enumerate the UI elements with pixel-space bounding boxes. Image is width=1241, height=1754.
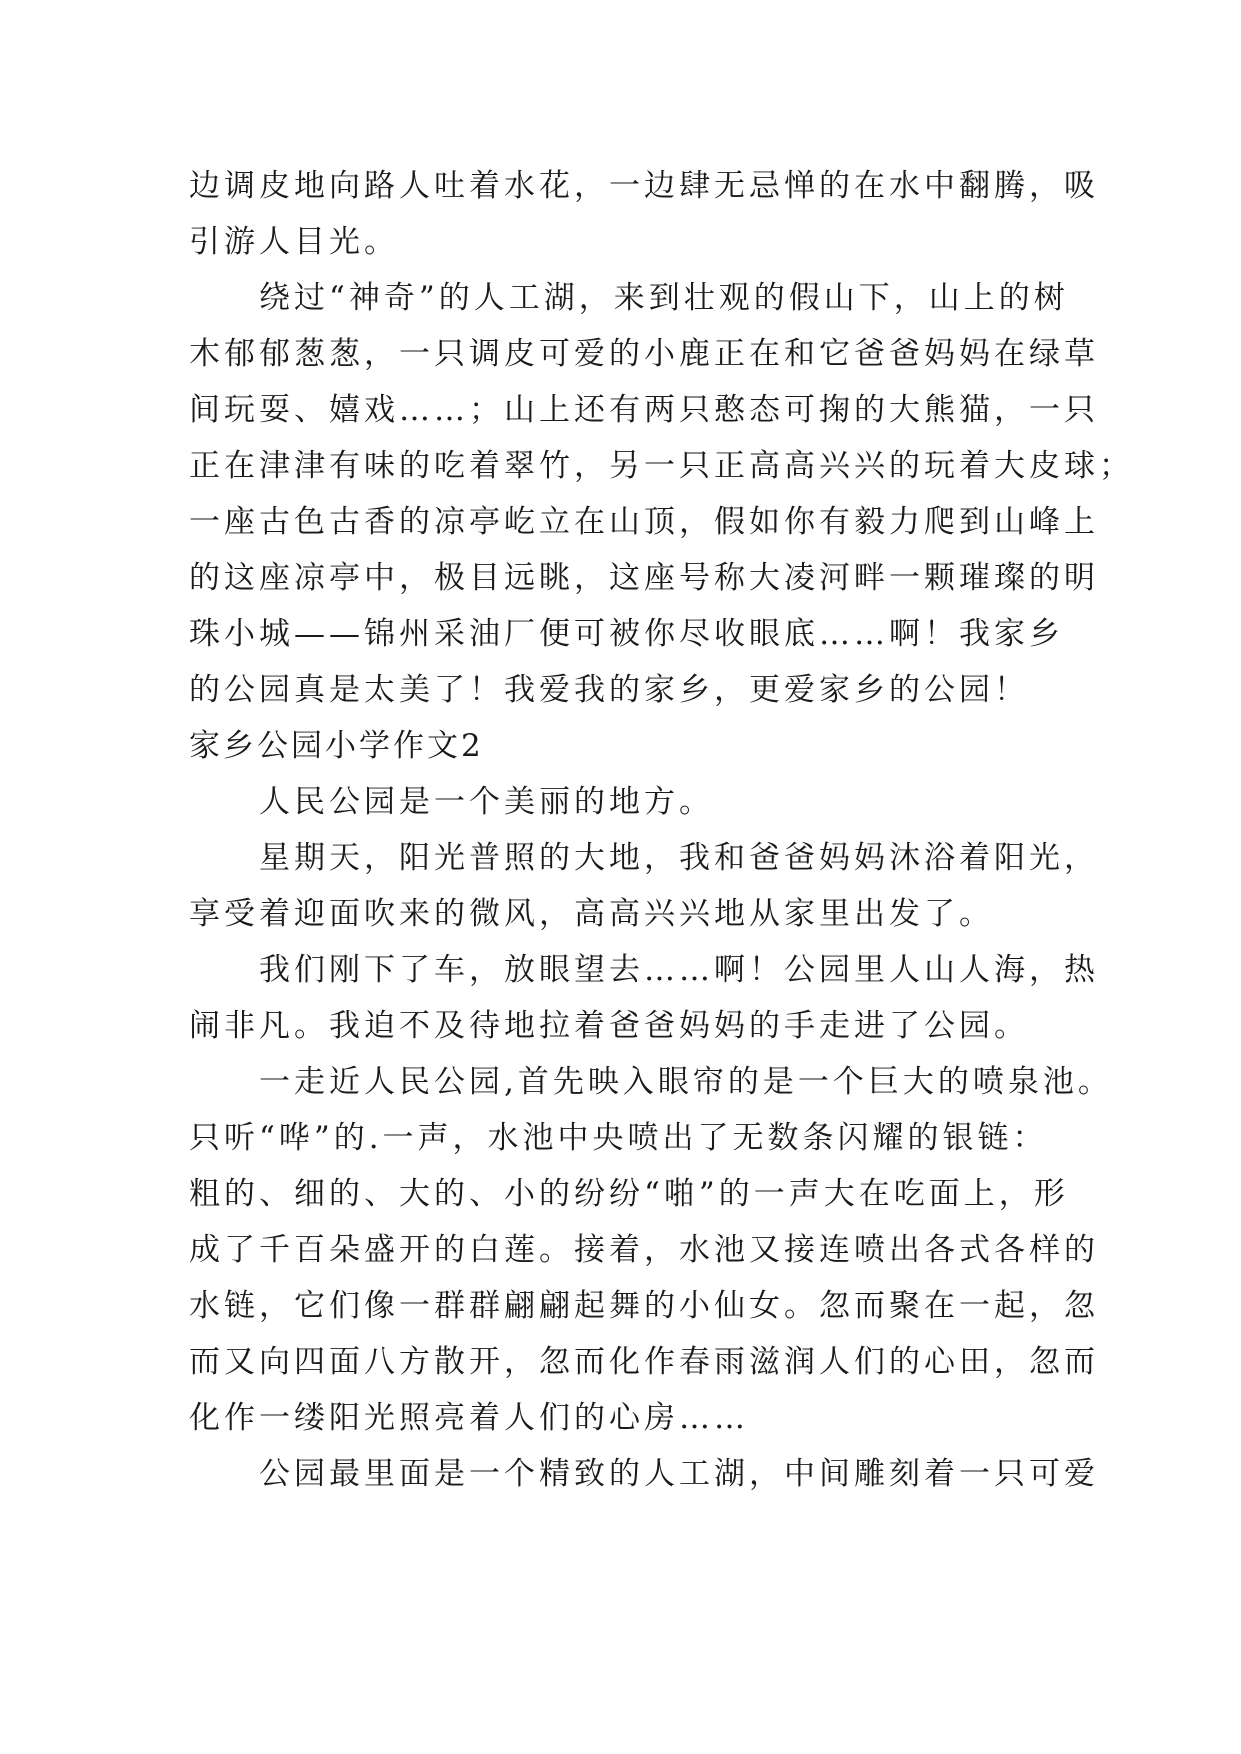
text-line: 我们刚下了车，放眼望去……啊！公园里人山人海，热 (259, 952, 1099, 988)
text-line: 享受着迎面吹来的微风，高高兴兴地从家里出发了。 (189, 896, 994, 932)
paragraph-fountain (189, 1054, 1113, 1446)
text-line: 星期天，阳光普照的大地，我和爸爸妈妈沐浴着阳光， (259, 840, 1099, 876)
text-line: 只听“哗”的.一声，水池中央喷出了无数条闪耀的银链： (189, 1120, 1048, 1156)
text-line: 珠小城——锦州采油厂便可被你尽收眼底……啊！我家乡 (189, 616, 1064, 652)
text-line: 绕过“神奇”的人工湖，来到壮观的假山下，山上的树 (259, 280, 1069, 316)
paragraph-lake (189, 1446, 1099, 1502)
text-line: 木郁郁葱葱，一只调皮可爱的小鹿正在和它爸爸妈妈在绿草 (189, 336, 1099, 372)
text-line: 的公园真是太美了！我爱我的家乡，更爱家乡的公园！ (189, 672, 1029, 708)
paragraph-arrival (189, 942, 1099, 1054)
text-line: 边调皮地向路人吐着水花，一边肆无忌惮的在水中翻腾，吸 (189, 168, 1099, 204)
text-line: 人民公园是一个美丽的地方。 (259, 784, 714, 820)
text-line: 而又向四面八方散开，忽而化作春雨滋润人们的心田，忽而 (189, 1344, 1099, 1380)
text-line: 闹非凡。我迫不及待地拉着爸爸妈妈的手走进了公园。 (189, 1008, 1029, 1044)
paragraph-intro (189, 774, 1069, 830)
text-line: 化作一缕阳光照亮着人们的心房…… (189, 1400, 749, 1436)
text-line: 间玩耍、嬉戏……；山上还有两只憨态可掬的大熊猫，一只 (189, 392, 1099, 428)
text-line: 公园最里面是一个精致的人工湖，中间雕刻着一只可爱 (259, 1456, 1099, 1492)
section-heading: 家乡公园小学作文2 (189, 728, 484, 764)
text-line: 水链，它们像一群群翩翩起舞的小仙女。忽而聚在一起，忽 (189, 1288, 1099, 1324)
paragraph-rockery (189, 270, 1134, 718)
text-line: 的这座凉亭中，极目远眺，这座号称大凌河畔一颗璀璨的明 (189, 560, 1099, 596)
paragraph-sunday (189, 830, 1099, 942)
paragraph-fountain-end (189, 158, 1099, 270)
text-line: 一走近人民公园,首先映入眼帘的是一个巨大的喷泉池。 (259, 1064, 1113, 1100)
text-line: 一座古色古香的凉亭屹立在山顶，假如你有毅力爬到山峰上 (189, 504, 1099, 540)
text-line: 引游人目光。 (189, 224, 399, 260)
text-line: 正在津津有味的吃着翠竹，另一只正高高兴兴的玩着大皮球； (189, 448, 1134, 484)
text-line: 成了千百朵盛开的白莲。接着，水池又接连喷出各式各样的 (189, 1232, 1099, 1268)
text-line: 粗的、细的、大的、小的纷纷“啪”的一声大在吃面上，形 (189, 1176, 1069, 1212)
document-body (189, 158, 1134, 1502)
